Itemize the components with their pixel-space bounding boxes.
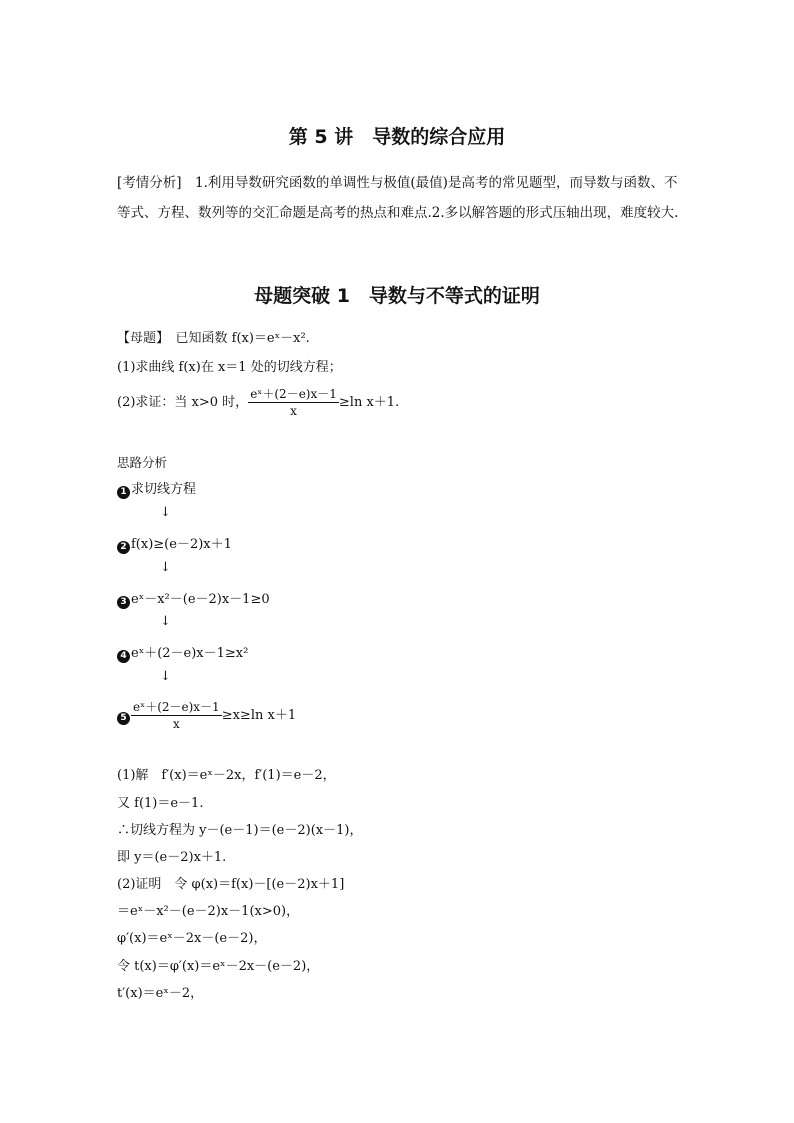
analysis-step-2 xyxy=(117,532,232,558)
fraction-denominator: x xyxy=(290,404,297,418)
analysis-step-suffix: ≥x≥ln x＋1 xyxy=(221,708,297,723)
solution-line: ∴切线方程为 y－(e－1)＝(e－2)(x－1)， xyxy=(117,823,363,838)
problem-stem: 【母题】 已知函数 f(x)＝eˣ－x². xyxy=(117,331,310,346)
solution-line: (2)证明 令 φ(x)＝f(x)－[(e－2)x＋1] xyxy=(117,877,345,892)
section-title: 母题突破 1 导数与不等式的证明 xyxy=(254,285,540,307)
analysis-step-text: f(x)≥(e－2)x＋1 xyxy=(131,537,232,552)
solution-line: 即 y＝(e－2)x＋1. xyxy=(117,850,227,865)
solution-line: 令 t(x)＝φ′(x)＝eˣ－2x－(e－2)， xyxy=(117,959,320,974)
problem-part-2 xyxy=(117,385,399,421)
solution-line: ＝eˣ－x²－(e－2)x－1(x>0)， xyxy=(117,904,300,919)
analysis-step-text: eˣ－x²－(e－2)x－1≥0 xyxy=(131,592,270,607)
down-arrow-icon: ↓ xyxy=(160,669,171,684)
analysis-step-text: 求切线方程 xyxy=(131,482,197,497)
analysis-step-text: eˣ＋(2－e)x－1≥x² xyxy=(131,646,249,661)
solution-line: φ′(x)＝eˣ－2x－(e－2)， xyxy=(117,931,267,946)
solution-line: (1)解 f′(x)＝eˣ－2x，f′(1)＝e－2， xyxy=(117,768,336,783)
problem-fraction xyxy=(248,386,339,419)
step-number-badge: 1 xyxy=(117,486,130,499)
step-number-badge: 4 xyxy=(117,650,130,663)
analysis-step-4 xyxy=(117,641,248,667)
problem-part-2-prefix: (2)求证：当 x>0 时， xyxy=(117,395,249,410)
problem-part-1: (1)求曲线 f(x)在 x＝1 处的切线方程； xyxy=(117,360,342,375)
analysis-step-5 xyxy=(117,697,296,735)
problem-part-2-suffix: ≥ln x＋1. xyxy=(338,395,400,410)
analysis-step-1 xyxy=(117,477,196,503)
solution-line: 又 f(1)＝e－1. xyxy=(117,796,204,811)
down-arrow-icon: ↓ xyxy=(160,560,171,575)
down-arrow-icon: ↓ xyxy=(160,614,171,629)
analysis-heading: 思路分析 xyxy=(117,455,168,470)
fraction-numerator: eˣ＋(2－e)x－1 xyxy=(133,700,220,714)
down-arrow-icon: ↓ xyxy=(160,505,171,520)
lecture-title: 第 5 讲 导数的综合应用 xyxy=(288,126,506,148)
fraction-denominator: x xyxy=(172,717,180,731)
exam-analysis-paragraph: [考情分析] 1.利用导数研究函数的单调性与极值(最值)是高考的常见题型，而导数与函数、不等式、方程、数列等的交汇命题是高考的热点和难点.2.多以解答题的形式压轴出现，难度较大. xyxy=(117,175,679,221)
step-fraction xyxy=(131,699,222,732)
step-number-badge: 5 xyxy=(117,712,130,725)
analysis-step-3 xyxy=(117,587,270,613)
solution-line: t′(x)＝eˣ－2， xyxy=(117,986,204,1001)
step-number-badge: 2 xyxy=(117,541,130,554)
fraction-numerator: eˣ＋(2－e)x－1 xyxy=(250,387,337,401)
step-number-badge: 3 xyxy=(117,596,130,609)
